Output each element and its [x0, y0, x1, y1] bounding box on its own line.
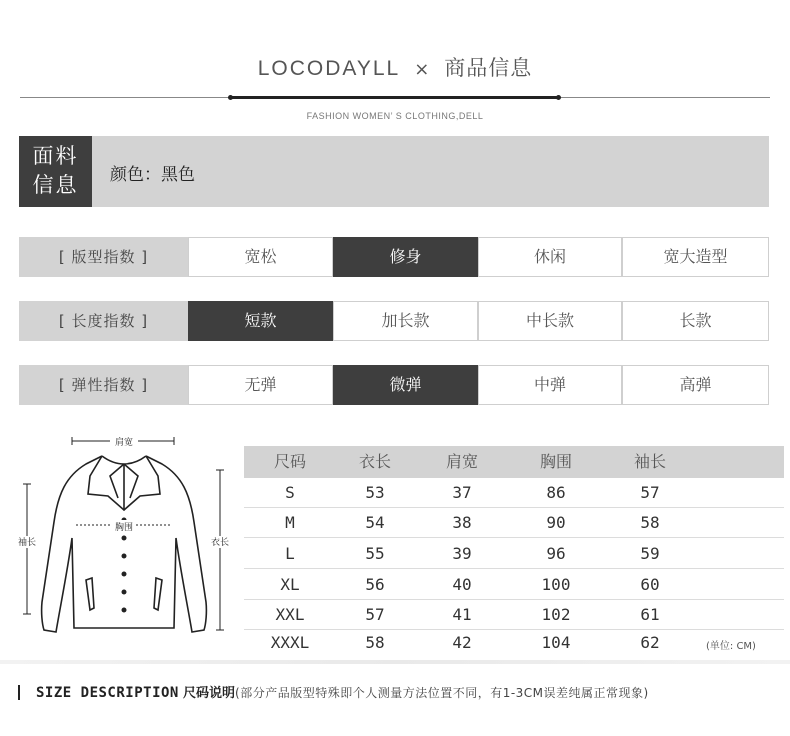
table-row	[244, 478, 784, 508]
cell-size: S	[285, 483, 295, 502]
fit-option-oversize[interactable]: 宽大造型	[622, 237, 769, 277]
cell-chest: 104	[541, 633, 571, 652]
cell-chest: 102	[541, 605, 571, 624]
chest-label: 胸围	[114, 523, 134, 533]
jacket-outline	[42, 456, 207, 632]
fabric-info-panel	[19, 136, 769, 207]
size-description-title-en: SIZE DESCRIPTION	[36, 685, 179, 701]
cell-chest: 90	[546, 513, 566, 532]
cell-shoulder: 41	[452, 605, 472, 624]
header-rule-accent	[230, 96, 560, 99]
cell-sleeve: 57	[640, 483, 660, 502]
fabric-info-label	[19, 136, 92, 207]
cell-length: 56	[365, 575, 385, 594]
jacket-diagram	[14, 432, 236, 644]
header-subtitle: FASHION WOMEN’ S CLOTHING,DELL	[306, 111, 484, 121]
length-option-long[interactable]: 长款	[622, 301, 769, 341]
table-row	[244, 570, 784, 600]
cell-chest: 96	[546, 544, 566, 563]
cell-size: XXL	[275, 605, 305, 624]
header-sleeve: 袖长	[633, 452, 667, 471]
fit-option-casual[interactable]: 休闲	[478, 237, 622, 277]
header-length: 衣长	[358, 452, 392, 471]
fabric-label-line2: 信息	[32, 173, 79, 197]
cell-chest: 100	[541, 575, 571, 594]
table-row	[244, 539, 784, 569]
cell-sleeve: 62	[640, 633, 660, 652]
length-option-mid[interactable]: 中长款	[478, 301, 622, 341]
stretch-index-label: [ 弹性指数 ]	[19, 365, 188, 405]
fit-option-slim[interactable]: 修身	[333, 237, 478, 277]
title-separator: ×	[414, 59, 431, 80]
table-row	[244, 600, 784, 630]
unit-note: (单位: CM)	[706, 641, 756, 652]
cell-shoulder: 42	[452, 633, 472, 652]
cell-chest: 86	[546, 483, 566, 502]
cell-length: 53	[365, 483, 385, 502]
size-description-title-zh: 尺码说明	[183, 686, 236, 701]
cell-shoulder: 37	[452, 483, 472, 502]
page-title: 商品信息	[444, 56, 533, 80]
size-table-header	[244, 446, 784, 478]
cell-length: 55	[365, 544, 385, 563]
footer-marker	[18, 685, 20, 700]
stretch-option-medium[interactable]: 中弹	[478, 365, 622, 405]
color-value: 颜色：黑色	[110, 165, 195, 185]
cell-shoulder: 40	[452, 575, 472, 594]
fit-index-label: [ 版型指数 ]	[19, 237, 188, 277]
cell-sleeve: 60	[640, 575, 660, 594]
size-description-note: (部分产品版型特殊即个人测量方法位置不同，有1-3CM误差纯属正常现象)	[235, 686, 649, 700]
fit-index-row	[19, 237, 769, 277]
length-label: 衣长	[210, 538, 230, 548]
length-option-short[interactable]: 短款	[188, 301, 333, 341]
fabric-label-line1: 面料	[32, 144, 79, 168]
cell-size: L	[285, 544, 295, 563]
size-description	[18, 682, 649, 701]
header-size: 尺码	[273, 452, 307, 471]
brand-name: LOCODAYLL	[257, 57, 401, 80]
table-row	[244, 628, 784, 658]
rule-dot-right	[556, 95, 561, 100]
header-title	[0, 52, 790, 82]
cell-shoulder: 38	[452, 513, 472, 532]
sleeve-label: 袖长	[17, 538, 37, 548]
length-index-label: [ 长度指数 ]	[19, 301, 188, 341]
shoulder-label: 肩宽	[114, 438, 134, 448]
cell-sleeve: 59	[640, 544, 660, 563]
fit-option-loose[interactable]: 宽松	[188, 237, 333, 277]
cell-sleeve: 58	[640, 513, 660, 532]
cell-length: 58	[365, 633, 385, 652]
cell-size: XXXL	[270, 633, 310, 652]
stretch-option-none[interactable]: 无弹	[188, 365, 333, 405]
length-index-row	[19, 301, 769, 341]
stretch-option-slight[interactable]: 微弹	[333, 365, 478, 405]
length-option-extra-long[interactable]: 加长款	[333, 301, 478, 341]
cell-size: XL	[280, 575, 300, 594]
rule-dot-left	[228, 95, 233, 100]
stretch-option-high[interactable]: 高弹	[622, 365, 769, 405]
cell-shoulder: 39	[452, 544, 472, 563]
cell-length: 54	[365, 513, 385, 532]
cell-sleeve: 61	[640, 605, 660, 624]
cell-length: 57	[365, 605, 385, 624]
header-chest: 胸围	[539, 452, 573, 471]
stretch-index-row	[19, 365, 769, 405]
header-shoulder: 肩宽	[445, 452, 479, 471]
cell-size: M	[285, 513, 295, 532]
table-row	[244, 508, 784, 538]
divider	[0, 660, 790, 664]
